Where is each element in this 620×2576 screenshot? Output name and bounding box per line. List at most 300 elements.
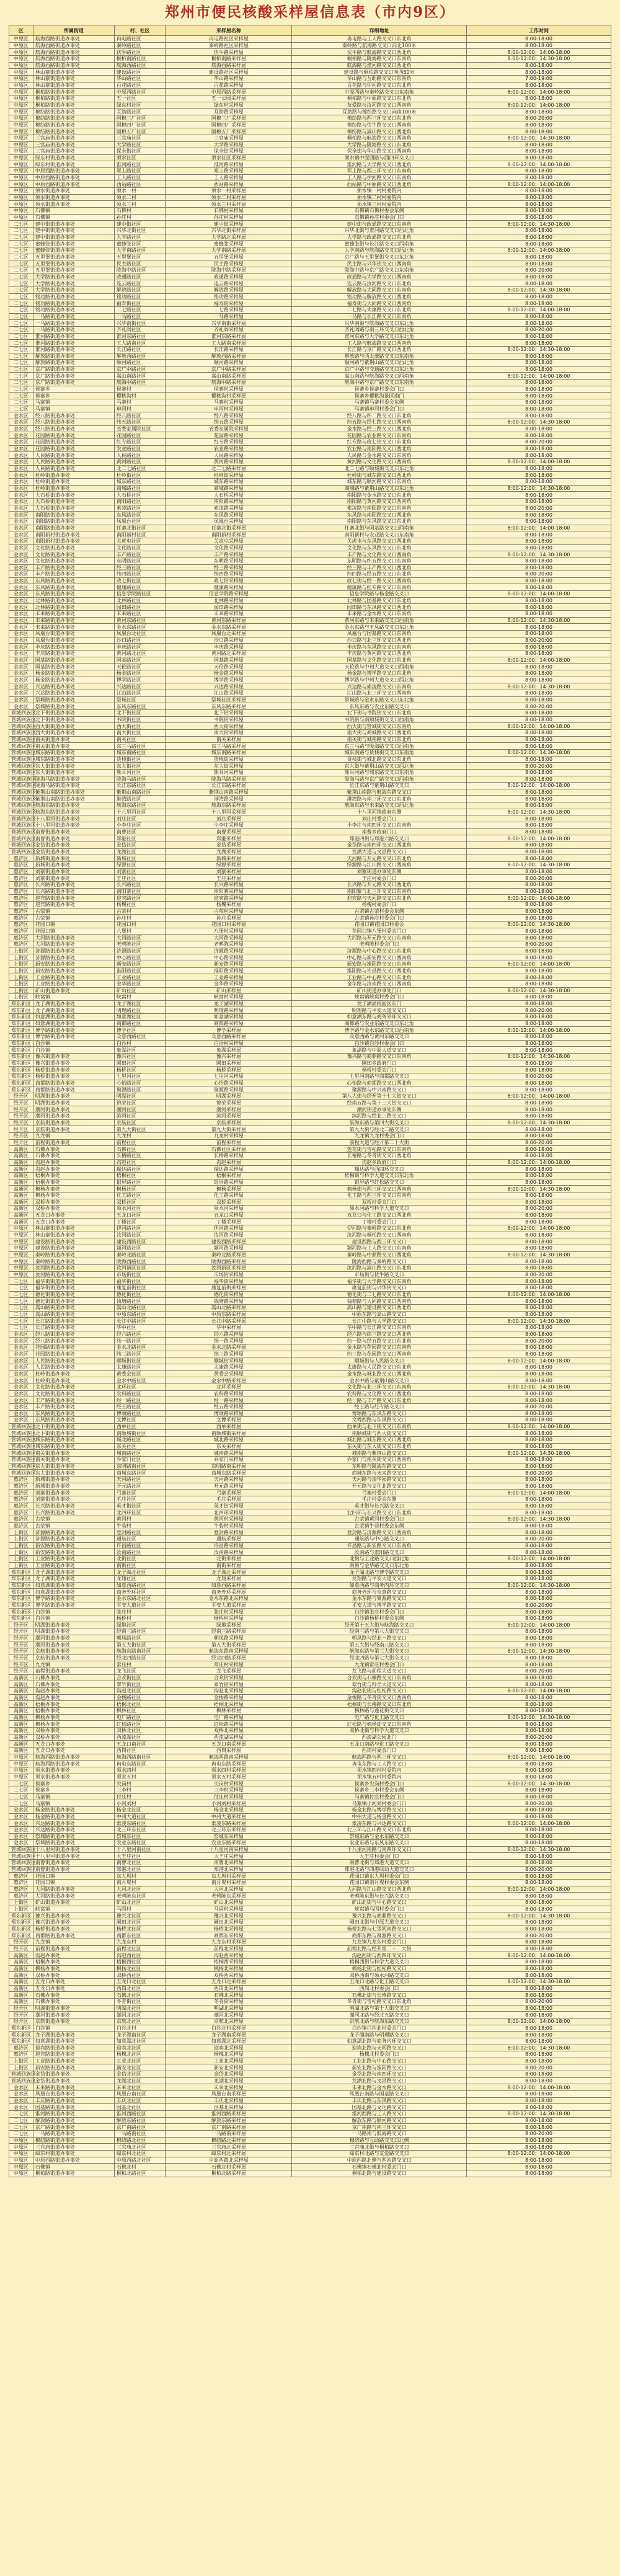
- cell-address: 京广南路与南三环交叉口: [292, 2124, 467, 2131]
- cell-community: 金岱社区: [114, 842, 166, 849]
- cell-community: 乔家门社区: [114, 1457, 166, 1463]
- cell-subdistrict: 铭功路街道办事处: [33, 300, 114, 307]
- cell-district: 中原区: [9, 1767, 33, 1774]
- cell-address: 化工路与西三环交叉口东南角: [292, 1192, 467, 1199]
- cell-community: 翠竹街社区: [114, 1681, 166, 1688]
- cell-community: 毛庄社区: [114, 1496, 166, 1503]
- cell-district: 二七区: [9, 241, 33, 247]
- cell-address: 大王庄村委会门口: [292, 1853, 467, 1860]
- cell-district: 管城回族区: [9, 1457, 33, 1463]
- table-row: [9, 1000, 611, 1007]
- cell-address: 南顺城街与西大街交叉口: [292, 1430, 467, 1437]
- cell-address: 汝河路与嵩山路交叉口东北角: [292, 1265, 467, 1272]
- cell-subdistrict: 祭城路街道办事处: [33, 696, 114, 703]
- cell-address: 花园口镇东大坝村委会门口: [292, 1873, 467, 1880]
- cell-site-name: 老鸦陈东采样屋: [166, 1893, 292, 1899]
- table-row: [9, 1965, 611, 1972]
- cell-community: 中心路社区: [114, 954, 166, 961]
- cell-site-name: 五龙口采样屋: [166, 1212, 292, 1219]
- cell-district: 金水区: [9, 1383, 33, 1390]
- cell-subdistrict: 博学路街道办事处: [33, 1034, 114, 1041]
- cell-community: 潮河北社区: [114, 2012, 166, 2019]
- cell-subdistrict: 明湖街道办事处: [33, 1628, 114, 1635]
- cell-community: 航海西路南社区: [114, 1754, 166, 1761]
- cell-district: 惠济区: [9, 882, 33, 889]
- cell-address: 友爱路与汝河路交叉口西南角: [292, 102, 467, 109]
- cell-site-name: 航海西路采样屋: [166, 62, 292, 69]
- cell-site-name: 冉屯东路采样屋: [166, 1761, 292, 1767]
- cell-community: 长江路社区: [114, 346, 166, 353]
- cell-community: 天河路社区: [114, 1477, 166, 1483]
- table-row: [9, 485, 611, 492]
- cell-district: 二七区: [9, 254, 33, 260]
- cell-address: 博学路与金水东路交叉口西南角: [292, 1027, 467, 1034]
- cell-subdistrict: 大河路街道办事处: [33, 935, 114, 941]
- cell-address: 东风路与南阳路交叉口西北角: [292, 512, 467, 518]
- cell-subdistrict: 花园路街道办事处: [33, 1344, 114, 1351]
- cell-hours: 8:00-18:00: [466, 1179, 611, 1186]
- cell-address: 中原西路与秦岭路交叉口东南角: [292, 89, 467, 95]
- cell-community: 兴华南街社区: [114, 320, 166, 327]
- cell-address: 文博西路与东风路交叉口: [292, 1417, 467, 1424]
- cell-subdistrict: 解放路街道办事处: [33, 2117, 114, 2124]
- cell-district: 上街区: [9, 1562, 33, 1569]
- cell-subdistrict: 建设路街道办事处: [33, 1238, 114, 1245]
- cell-site-name: 桐柏北路采样屋: [166, 2170, 292, 2177]
- cell-hours: 8:00-18:00: [466, 736, 611, 743]
- table-row: [9, 1734, 611, 1741]
- table-row: [9, 1833, 611, 1840]
- cell-site-name: 红松路采样屋: [166, 1721, 292, 1728]
- cell-site-name: 九龙村采样屋: [166, 1132, 292, 1139]
- cell-site-name: 东大坝村采样屋: [166, 1873, 292, 1880]
- cell-district: 中原区: [9, 55, 33, 62]
- cell-site-name: 二七路采样屋: [166, 306, 292, 313]
- cell-site-name: 通航采样屋: [166, 1535, 292, 1542]
- cell-subdistrict: 凤凰台街道办事处: [33, 631, 114, 637]
- cell-community: 京航社区: [114, 1119, 166, 1126]
- cell-site-name: 淮河西路采样屋: [166, 2111, 292, 2118]
- cell-site-name: 顺城街采样屋: [166, 1357, 292, 1364]
- cell-community: 凤凰台北社区: [114, 631, 166, 637]
- cell-address: 前程北路与经开第二十二大街: [292, 1945, 467, 1952]
- cell-community: 杨槐北社区: [114, 2051, 166, 2058]
- cell-district: 管城回族区: [9, 1450, 33, 1457]
- cell-hours: 8:00-18:00: [466, 1893, 611, 1899]
- table-row: [9, 340, 611, 347]
- table-row: [9, 1370, 611, 1377]
- cell-community: 豫兴北社区: [114, 1912, 166, 1919]
- table-row: [9, 868, 611, 875]
- cell-address: 杨槐村委会门口: [292, 901, 467, 908]
- cell-site-name: 汝南路采样屋: [166, 1549, 292, 1556]
- cell-community: 北四环社区: [114, 1509, 166, 1516]
- cell-hours: 8:00-18:00: [466, 651, 611, 657]
- cell-subdistrict: 前程街道办事处: [33, 1139, 114, 1146]
- cell-district: 高新区: [9, 1972, 33, 1979]
- cell-address: 聚源路与中兴南路交叉口: [292, 1086, 467, 1093]
- cell-district: 郑东新区: [9, 1609, 33, 1615]
- cell-subdistrict: 前程街道办事处: [33, 1668, 114, 1675]
- cell-community: 园田路社区: [114, 604, 166, 611]
- cell-site-name: 西大街采样屋: [166, 723, 292, 730]
- cell-address: 圃田北街与中原大道交叉口: [292, 1919, 467, 1926]
- cell-hours: 8:00-18:00: [466, 1000, 611, 1007]
- cell-hours: 8:00-12:00；14:00-18:00: [466, 1159, 611, 1166]
- cell-site-name: 樱桃沟村采样屋: [166, 393, 292, 399]
- cell-site-name: 南阳新村采样屋: [166, 531, 292, 538]
- table-row: [9, 353, 611, 360]
- cell-subdistrict: 京航街道办事处: [33, 1119, 114, 1126]
- cell-site-name: 梧桐北采样屋: [166, 1701, 292, 1708]
- cell-site-name: 心怡路采样屋: [166, 1080, 292, 1086]
- cell-site-name: 兴华北街采样屋: [166, 228, 292, 234]
- cell-address: 大河路与开元路交叉口东南角: [292, 935, 467, 941]
- cell-subdistrict: 龙子湖街道办事处: [33, 1575, 114, 1582]
- cell-subdistrict: 白沙镇: [33, 1047, 114, 1054]
- cell-address: 长椿路与冬青街交叉口西北角: [292, 1152, 467, 1159]
- cell-site-name: 丰庆北采样屋: [166, 2097, 292, 2104]
- cell-subdistrict: 五龙口办事处: [33, 1212, 114, 1219]
- cell-subdistrict: 明湖街道办事处: [33, 1622, 114, 1628]
- cell-subdistrict: 三官庙街道办事处: [33, 141, 114, 148]
- cell-subdistrict: 矿山街道办事处: [33, 987, 114, 994]
- table-row: [9, 763, 611, 770]
- cell-site-name: 太康路采样屋: [166, 1364, 292, 1370]
- cell-district: 管城回族区: [9, 1423, 33, 1430]
- cell-address: 三官庙北街与桐柏路交叉口: [292, 2144, 467, 2151]
- cell-address: 古荥镇黄河村委会门口: [292, 1516, 467, 1523]
- cell-district: 二七区: [9, 340, 33, 347]
- cell-district: 金水区: [9, 670, 33, 677]
- cell-address: 互助路与棉纺路交叉口向南100米: [292, 109, 467, 115]
- table-row: [9, 380, 611, 386]
- cell-site-name: 南阳路采样屋: [166, 498, 292, 505]
- cell-community: 杨桥北社区: [114, 1925, 166, 1932]
- cell-subdistrict: 汝河路街道办事处: [33, 1265, 114, 1272]
- cell-address: 任寨北街与国基路交叉口西南角: [292, 525, 467, 531]
- header-community: 村、社区: [114, 25, 166, 36]
- cell-community: 博颂路社区: [114, 1410, 166, 1417]
- cell-site-name: 关虎屯采样屋: [166, 538, 292, 544]
- cell-community: 陇海西路社区: [114, 1258, 166, 1265]
- cell-district: 惠济区: [9, 1496, 33, 1503]
- table-row: [9, 954, 611, 961]
- table-row: [9, 115, 611, 122]
- cell-community: 白沙北村: [114, 2025, 166, 2032]
- cell-address: 峡窝镇峡窝村委会门口: [292, 994, 467, 1001]
- cell-subdistrict: 侯寨乡: [33, 1780, 114, 1787]
- cell-hours: 8:00-18:00: [466, 1437, 611, 1444]
- cell-site-name: 枫杨采样屋: [166, 1186, 292, 1193]
- cell-site-name: 须水四村采样屋: [166, 1767, 292, 1774]
- cell-site-name: 一马路采样屋: [166, 313, 292, 320]
- cell-address: 航海东路与第三大街交叉口: [292, 1648, 467, 1655]
- cell-district: 中原区: [9, 141, 33, 148]
- cell-subdistrict: 未来路街道办事处: [33, 2084, 114, 2091]
- cell-hours: 8:00-18:00: [466, 776, 611, 783]
- cell-hours: 8:00-20:00: [466, 763, 611, 770]
- cell-address: 刘寨街道办事处东侧: [292, 868, 467, 875]
- cell-community: 金梭路社区: [114, 1694, 166, 1701]
- cell-address: 须水镇一村村委院内: [292, 188, 467, 195]
- cell-community: 汝河新区社区: [114, 1265, 166, 1272]
- cell-community: 桐柏北路社区: [114, 2170, 166, 2177]
- cell-subdistrict: 花园口镇: [33, 1880, 114, 1886]
- cell-site-name: 航海中路采样屋: [166, 380, 292, 386]
- cell-address: 龙子湖高校园区东门: [292, 1000, 467, 1007]
- cell-address: 潮河街道办事处东侧: [292, 1106, 467, 1113]
- table-row: [9, 1589, 611, 1596]
- cell-community: 丰产路社区: [114, 551, 166, 558]
- table-row: [9, 1701, 611, 1708]
- cell-hours: 8:00-18:00: [466, 1741, 611, 1748]
- table-row: [9, 478, 611, 485]
- cell-subdistrict: 沟赵办事处: [33, 1688, 114, 1695]
- table-row: [9, 564, 611, 571]
- cell-hours: 8:00-18:00: [466, 320, 611, 327]
- cell-hours: 8:00-12:00；14:00-18:00: [466, 1688, 611, 1695]
- cell-district: 高新区: [9, 1694, 33, 1701]
- cell-district: 上街区: [9, 2058, 33, 2064]
- table-row: [9, 994, 611, 1001]
- cell-hours: 8:00-18:00: [466, 1654, 611, 1661]
- table-row: [9, 194, 611, 201]
- cell-community: 大河路社区: [114, 935, 166, 941]
- cell-district: 金水区: [9, 498, 33, 505]
- cell-district: 金水区: [9, 412, 33, 419]
- cell-hours: 8:00-18:00: [466, 611, 611, 618]
- cell-hours: 8:00-12:00；14:00-18:00: [466, 1357, 611, 1364]
- cell-district: 金水区: [9, 696, 33, 703]
- cell-hours: 8:00-12:00；14:30-18:00: [466, 1251, 611, 1258]
- cell-address: 棉纺路与西三环交叉口东北角: [292, 115, 467, 122]
- cell-hours: 8:00-18:00: [466, 888, 611, 895]
- cell-site-name: 祭城社区采样屋: [166, 696, 292, 703]
- cell-site-name: 货栈街采样屋: [166, 756, 292, 763]
- cell-district: 金水区: [9, 472, 33, 479]
- cell-hours: 8:00-20:00: [466, 2064, 611, 2071]
- cell-subdistrict: 经八路街道办事处: [33, 1338, 114, 1344]
- table-row: [9, 1040, 611, 1047]
- cell-site-name: 常庄村采样屋: [166, 1661, 292, 1668]
- cell-hours: 8:00-12:00；14:00-18:00: [466, 373, 611, 380]
- cell-community: 沟赵北社区: [114, 1688, 166, 1695]
- cell-subdistrict: 航海西路街道办事处: [33, 1761, 114, 1767]
- cell-community: 淮河路社区: [114, 161, 166, 168]
- cell-site-name: 天河路采样屋: [166, 1477, 292, 1483]
- cell-subdistrict: 杨桥街道办事处: [33, 1073, 114, 1080]
- cell-community: 杨槐社区: [114, 901, 166, 908]
- cell-community: 冉屯东路社区: [114, 1761, 166, 1767]
- table-row: [9, 214, 611, 221]
- cell-district: 二七区: [9, 1318, 33, 1325]
- cell-address: 马寨镇付庄村委会门口: [292, 1793, 467, 1800]
- cell-hours: 8:00-18:00: [466, 690, 611, 696]
- cell-subdistrict: 济源路街道办事处: [33, 948, 114, 954]
- table-row: [9, 1186, 611, 1193]
- cell-site-name: 长江中路采样屋: [166, 1318, 292, 1325]
- cell-address: 刘庄村委会门口: [292, 815, 467, 822]
- cell-district: 中原区: [9, 102, 33, 109]
- cell-address: 齐礼阎路与南三环交叉口西北角: [292, 326, 467, 333]
- table-row: [9, 128, 611, 135]
- cell-district: 二七区: [9, 373, 33, 380]
- cell-district: 郑东新区: [9, 1086, 33, 1093]
- cell-subdistrict: 汝河路街道办事处: [33, 1271, 114, 1278]
- cell-address: 商城东路与未来路交叉口: [292, 1470, 467, 1477]
- cell-hours: 8:00-18:00: [466, 1305, 611, 1312]
- header-hours: 工作时间: [466, 25, 611, 36]
- cell-address: 顺城街与人民路交叉口: [292, 1357, 467, 1364]
- cell-address: 嵩山南路与航海路交叉口西南角: [292, 373, 467, 380]
- cell-hours: 8:00-12:00；14:30-18:00: [466, 485, 611, 492]
- table-row: [9, 1450, 611, 1457]
- cell-district: 二七区: [9, 2111, 33, 2118]
- cell-community: 解放路社区: [114, 286, 166, 293]
- cell-address: 马寨镇马寨村委会东侧: [292, 399, 467, 406]
- table-row: [9, 577, 611, 584]
- table-row: [9, 1338, 611, 1344]
- cell-community: 淮阳路社区: [114, 967, 166, 974]
- cell-site-name: 棉纺路北采样屋: [166, 2137, 292, 2144]
- table-row: [9, 386, 611, 393]
- table-row: [9, 584, 611, 591]
- cell-community: 工人路社区: [114, 174, 166, 181]
- cell-hours: 8:00-18:00: [466, 406, 611, 412]
- cell-community: 航海东路南社区: [114, 1648, 166, 1655]
- cell-district: 中原区: [9, 42, 33, 49]
- cell-hours: 8:00-18:00: [466, 1212, 611, 1219]
- cell-address: 丁楼村委会门口: [292, 1219, 467, 1225]
- table-row: [9, 1258, 611, 1265]
- cell-community: 顺河路社区: [114, 360, 166, 366]
- table-row: [9, 1251, 611, 1258]
- table-row: [9, 1615, 611, 1622]
- cell-address: 冬青街与雪松路交叉口东北角: [292, 1998, 467, 2005]
- cell-district: 中原区: [9, 214, 33, 221]
- table-row: [9, 313, 611, 320]
- cell-hours: 8:00-18:00: [466, 208, 611, 215]
- cell-subdistrict: 豫兴街道办事处: [33, 1060, 114, 1067]
- cell-community: 须水河社区: [114, 1206, 166, 1212]
- cell-subdistrict: 经八路街道办事处: [33, 412, 114, 419]
- cell-site-name: 龙子湖南采样屋: [166, 2032, 292, 2038]
- table-row: [9, 1166, 611, 1173]
- cell-address: 象湖路与中原大道交叉口: [292, 1047, 467, 1054]
- cell-subdistrict: 白沙镇: [33, 1040, 114, 1047]
- cell-hours: 8:00-18:00: [466, 828, 611, 835]
- cell-site-name: 七里河采样屋: [166, 1073, 292, 1080]
- cell-subdistrict: 一马路街道办事处: [33, 313, 114, 320]
- cell-address: 福华街与大学路交叉口东南角: [292, 1278, 467, 1285]
- cell-hours: 8:00-18:00: [466, 1503, 611, 1509]
- cell-hours: 8:00-18:00: [466, 1014, 611, 1021]
- cell-district: 金水区: [9, 624, 33, 631]
- cell-address: 如意湖东路与商务外环交叉口: [292, 1014, 467, 1021]
- cell-site-name: 龙翔采样屋: [166, 1575, 292, 1582]
- cell-community: 人民路社区: [114, 452, 166, 459]
- cell-address: 京广中路与交通路交叉口东北角: [292, 366, 467, 373]
- cell-subdistrict: 经八路街道办事处: [33, 1331, 114, 1338]
- cell-site-name: 中原东路采样屋: [166, 1311, 292, 1318]
- cell-community: 瑞达路社区: [114, 1166, 166, 1173]
- cell-community: 祭城社区: [114, 696, 166, 703]
- cell-hours: 8:00-12:00；14:00-18:00: [466, 247, 611, 254]
- cell-hours: 8:00-18:00: [466, 1906, 611, 1912]
- cell-hours: 8:00-18:00: [466, 696, 611, 703]
- cell-community: 华中社区: [114, 1324, 166, 1331]
- cell-community: 前程北社区: [114, 1945, 166, 1952]
- cell-community: 农业东路社区: [114, 1840, 166, 1847]
- table-row: [9, 1595, 611, 1602]
- table-row: [9, 208, 611, 215]
- cell-community: 嵩山南路社区: [114, 373, 166, 380]
- cell-district: 金水区: [9, 425, 33, 432]
- cell-subdistrict: 花园口镇: [33, 928, 114, 935]
- cell-community: 孙庄村: [114, 915, 166, 922]
- cell-district: 金水区: [9, 597, 33, 604]
- cell-address: 农业东路与东风东路交叉口: [292, 1840, 467, 1847]
- cell-district: 金水区: [9, 459, 33, 466]
- table-row: [9, 888, 611, 895]
- cell-district: 管城回族区: [9, 749, 33, 756]
- cell-hours: 8:00-18:00: [466, 1192, 611, 1199]
- cell-site-name: 凤凰台采样屋: [166, 518, 292, 525]
- table-row: [9, 835, 611, 842]
- cell-district: 金水区: [9, 604, 33, 611]
- cell-subdistrict: 梧桐办事处: [33, 1958, 114, 1965]
- cell-hours: 8:00-18:00: [466, 1370, 611, 1377]
- cell-subdistrict: 侯寨乡: [33, 393, 114, 399]
- table-row: [9, 1840, 611, 1847]
- cell-hours: 8:00-18:00: [466, 2124, 611, 2131]
- cell-hours: 8:00-18:00: [466, 756, 611, 763]
- cell-district: 惠济区: [9, 868, 33, 875]
- table-row: [9, 961, 611, 967]
- cell-address: 西岗村委会门口: [292, 1747, 467, 1754]
- cell-subdistrict: 济源路街道办事处: [33, 1535, 114, 1542]
- cell-subdistrict: 豫兴街道办事处: [33, 1919, 114, 1926]
- cell-hours: 8:00-18:00: [466, 154, 611, 161]
- cell-subdistrict: 工业路街道办事处: [33, 1555, 114, 1562]
- table-row: [9, 366, 611, 373]
- cell-subdistrict: 五龙口办事处: [33, 1219, 114, 1225]
- cell-hours: 8:00-12:00；14:30-18:00: [466, 1450, 611, 1457]
- cell-site-name: 未来北采样屋: [166, 2084, 292, 2091]
- cell-site-name: 南街采样屋: [166, 1562, 292, 1569]
- cell-subdistrict: 龙子湖街道办事处: [33, 1007, 114, 1014]
- cell-site-name: 化工路采样屋: [166, 1192, 292, 1199]
- cell-hours: 8:00-12:00；14:30-18:00: [466, 55, 611, 62]
- cell-address: 工人路与伊河路交叉口东南角: [292, 174, 467, 181]
- cell-subdistrict: 人民路街道办事处: [33, 452, 114, 459]
- cell-hours: 8:00-12:00；14:00-18:00: [466, 2084, 611, 2091]
- cell-community: 省委家属院社区: [114, 425, 166, 432]
- cell-subdistrict: 豫兴街道办事处: [33, 1054, 114, 1060]
- cell-site-name: 金梭路采样屋: [166, 1694, 292, 1701]
- cell-hours: 8:00-18:00: [466, 42, 611, 49]
- cell-subdistrict: 京航街道办事处: [33, 2018, 114, 2025]
- table-row: [9, 1721, 611, 1728]
- cell-community: 太康路社区: [114, 1364, 166, 1370]
- cell-hours: 8:00-18:00: [466, 432, 611, 439]
- cell-site-name: 秦岭路社区采样屋: [166, 42, 292, 49]
- cell-district: 经开区: [9, 1654, 33, 1661]
- table-row: [9, 1985, 611, 1992]
- cell-address: 北三环与江山路交叉口东北角: [292, 1826, 467, 1833]
- cell-hours: 8:00-20:00: [466, 941, 611, 948]
